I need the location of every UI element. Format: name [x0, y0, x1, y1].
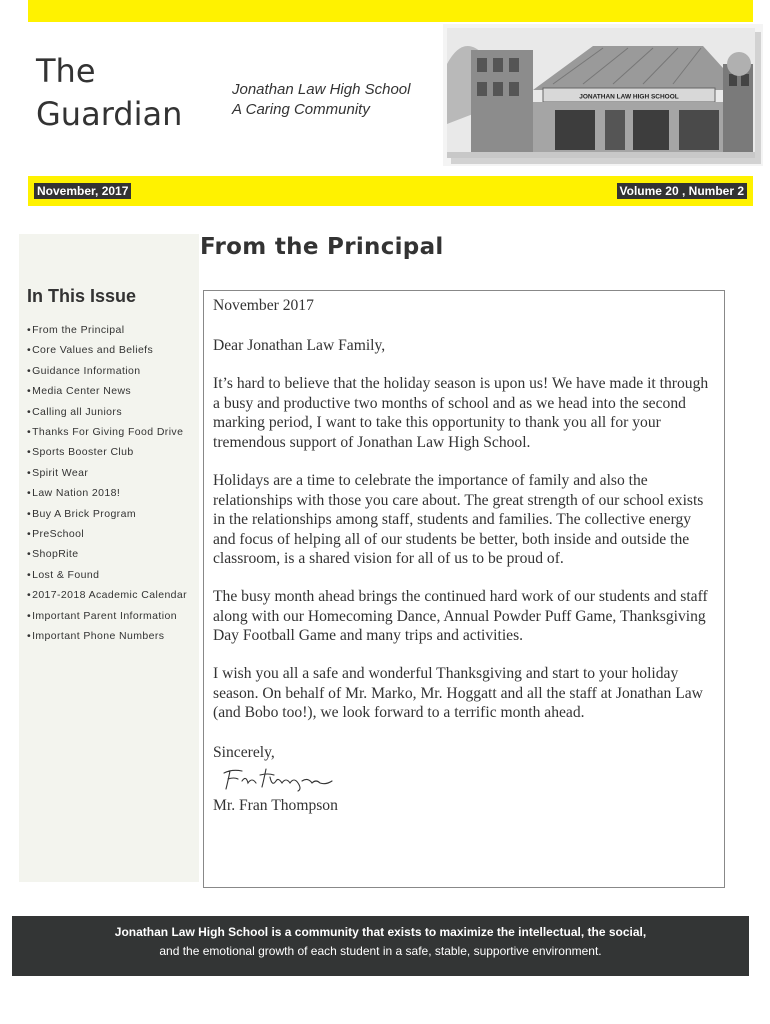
- toc-item: • From the Principal: [27, 320, 187, 340]
- toc-item: • 2017-2018 Academic Calendar: [27, 585, 187, 605]
- article-title: From the Principal: [200, 234, 444, 260]
- toc-item: • PreSchool: [27, 524, 187, 544]
- toc-item: • Thanks For Giving Food Drive: [27, 422, 187, 442]
- toc-heading: In This Issue: [27, 286, 137, 306]
- school-building-photo: [443, 24, 763, 166]
- toc-item: • Buy A Brick Program: [27, 504, 187, 524]
- letter-paragraph: Holidays are a time to celebrate the importance of family and also the relationships with those you care about. The great strength of our school exists in the relationships among staff, students and families. The collective energy and focus of helping all of our students be better, both inside and outside the classroom, is a shared vision for all of us to be proud of.: [213, 472, 704, 568]
- toc-list: [27, 320, 187, 647]
- toc-item: • Law Nation 2018!: [27, 483, 187, 503]
- letter-signer: Mr. Fran Thompson: [213, 797, 338, 814]
- letter-closing: Sincerely,: [213, 744, 275, 761]
- school-tagline: [232, 80, 410, 120]
- toc-item: • Spirit Wear: [27, 463, 187, 483]
- title-line-2: Guardian: [36, 95, 183, 133]
- toc-item: • ShopRite: [27, 544, 187, 564]
- letter-date: November 2017: [213, 297, 314, 314]
- letter-paragraph: I wish you all a safe and wonderful Thanksgiving and start to your holiday season. On behalf of Mr. Marko, Mr. Hoggatt and all the staff at Jonathan Law (and Bobo too!), we look forward to a terrific month ahead.: [213, 665, 703, 722]
- letter-paragraph: The busy month ahead brings the continued hard work of our students and staff along with our Homecoming Dance, Annual Powder Puff Game, Thanksgiving Day Football Game and many trips and activities.: [213, 588, 708, 645]
- school-motto: A Caring Community: [232, 101, 370, 118]
- toc-item: • Sports Booster Club: [27, 442, 187, 462]
- letter-paragraph: It’s hard to believe that the holiday season is upon us! We have made it through a busy and productive two months of school and as we head into the second marking period, I want to take this opportunity to thank you all for your tremendous support of Jonathan Law High School.: [213, 375, 709, 451]
- issue-info-bar: [28, 176, 753, 206]
- mission-statement-footer: [12, 916, 749, 976]
- toc-item: • Core Values and Beliefs: [27, 340, 187, 360]
- mission-line-1: Jonathan Law High School is a community that exists to maximize the intellectual, the social,: [114, 925, 647, 939]
- top-accent-bar: [28, 0, 753, 22]
- issue-date: November, 2017: [34, 183, 131, 199]
- issue-volume: Volume 20 , Number 2: [617, 183, 747, 199]
- letter-salutation: Dear Jonathan Law Family,: [213, 337, 386, 354]
- title-line-1: The: [36, 52, 96, 90]
- toc-item: • Lost & Found: [27, 565, 187, 585]
- handwritten-signature: [218, 763, 338, 793]
- table-of-contents-sidebar: [19, 234, 199, 882]
- school-name: Jonathan Law High School: [232, 81, 411, 98]
- toc-item: • Media Center News: [27, 381, 187, 401]
- toc-item: • Important Parent Information: [27, 606, 187, 626]
- toc-item: • Important Phone Numbers: [27, 626, 187, 646]
- toc-item: • Calling all Juniors: [27, 402, 187, 422]
- mission-line-2: and the emotional growth of each student in a safe, stable, supportive environment.: [159, 944, 602, 958]
- building-sign-text: JONATHAN LAW HIGH SCHOOL: [579, 93, 679, 101]
- principal-letter: [203, 290, 725, 888]
- toc-item: • Guidance Information: [27, 361, 187, 381]
- newsletter-title: [36, 50, 182, 136]
